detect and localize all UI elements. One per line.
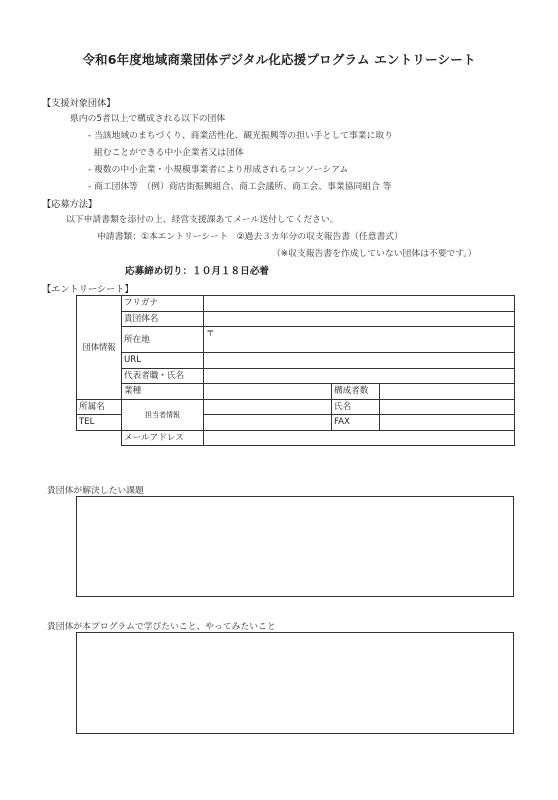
issues-textbox[interactable] (76, 496, 514, 597)
issues-label: 貴団体が解決したい課題 (47, 486, 144, 496)
group-org-info: 団体情報 (77, 296, 122, 400)
deadline: 応募締め切り：１０月１８日必着 (125, 266, 269, 277)
furigana-label: フリガナ (122, 296, 204, 312)
method-line-2: 申請書類：①本エントリーシート ②過去３カ年分の収支報告書（任意書式） (97, 232, 403, 242)
industry-field[interactable] (204, 384, 332, 400)
entry-sheet-heading: 【エントリーシート】 (42, 284, 134, 295)
members-field[interactable] (380, 384, 515, 400)
dept-field[interactable] (204, 399, 332, 415)
postal-mark: 〒 (206, 329, 215, 339)
org-name-field[interactable] (204, 311, 515, 327)
representative-label: 代表者職・氏名 (122, 368, 204, 384)
group-contact-info: 担当者情報 (122, 399, 204, 430)
industry-label: 業種 (122, 384, 204, 400)
address-field[interactable] (204, 327, 515, 353)
method-note: （※収支報告書を作成していない団体は不要です。） (272, 249, 477, 259)
person-name-field[interactable] (380, 399, 515, 415)
support-item-1-cont: 組むことができる中小企業者又は団体 (94, 148, 244, 158)
address-label: 所在地 (122, 327, 204, 353)
support-intro: 県内の5者以上で構成される以下の団体 (70, 114, 226, 124)
tel-label: TEL (77, 415, 122, 431)
learning-goals-textbox[interactable] (76, 632, 514, 734)
representative-field[interactable] (204, 368, 515, 384)
members-label: 構成者数 (332, 384, 380, 400)
learning-goals-label: 貴団体が本プログラムで学びたいこと、やってみたいこと (47, 622, 276, 632)
support-item-1: - 当該地域のまちづくり、商業活性化、観光振興等の担い手として事業に取り (88, 131, 393, 141)
url-field[interactable] (204, 353, 515, 369)
method-heading: 【応募方法】 (42, 199, 98, 210)
spacer-cell (77, 430, 122, 446)
entry-form-table (76, 295, 515, 446)
tel-field[interactable] (204, 415, 332, 431)
dept-label: 所属名 (77, 399, 122, 415)
url-label: URL (122, 353, 204, 369)
furigana-field[interactable] (204, 296, 515, 312)
person-name-label: 氏名 (332, 399, 380, 415)
email-label: メールアドレス (122, 430, 204, 446)
email-field[interactable] (204, 430, 515, 446)
page-title: 令和6年度地域商業団体デジタル化応援プログラム エントリーシート (82, 52, 476, 67)
support-item-3: - 商工団体等 （例）商店街振興組合、商工会議所、商工会、事業協同組合 等 (88, 182, 392, 192)
method-line-1: 以下申請書類を添付の上、経営支援課あてメール送付してください。 (66, 215, 339, 225)
fax-label: FAX (332, 415, 380, 431)
org-name-label: 貴団体名 (122, 311, 204, 327)
support-heading: 【支援対象団体】 (42, 98, 116, 109)
support-item-2: - 複数の中小企業・小規模事業者により形成されるコンソーシアム (88, 165, 349, 175)
fax-field[interactable] (380, 415, 515, 431)
